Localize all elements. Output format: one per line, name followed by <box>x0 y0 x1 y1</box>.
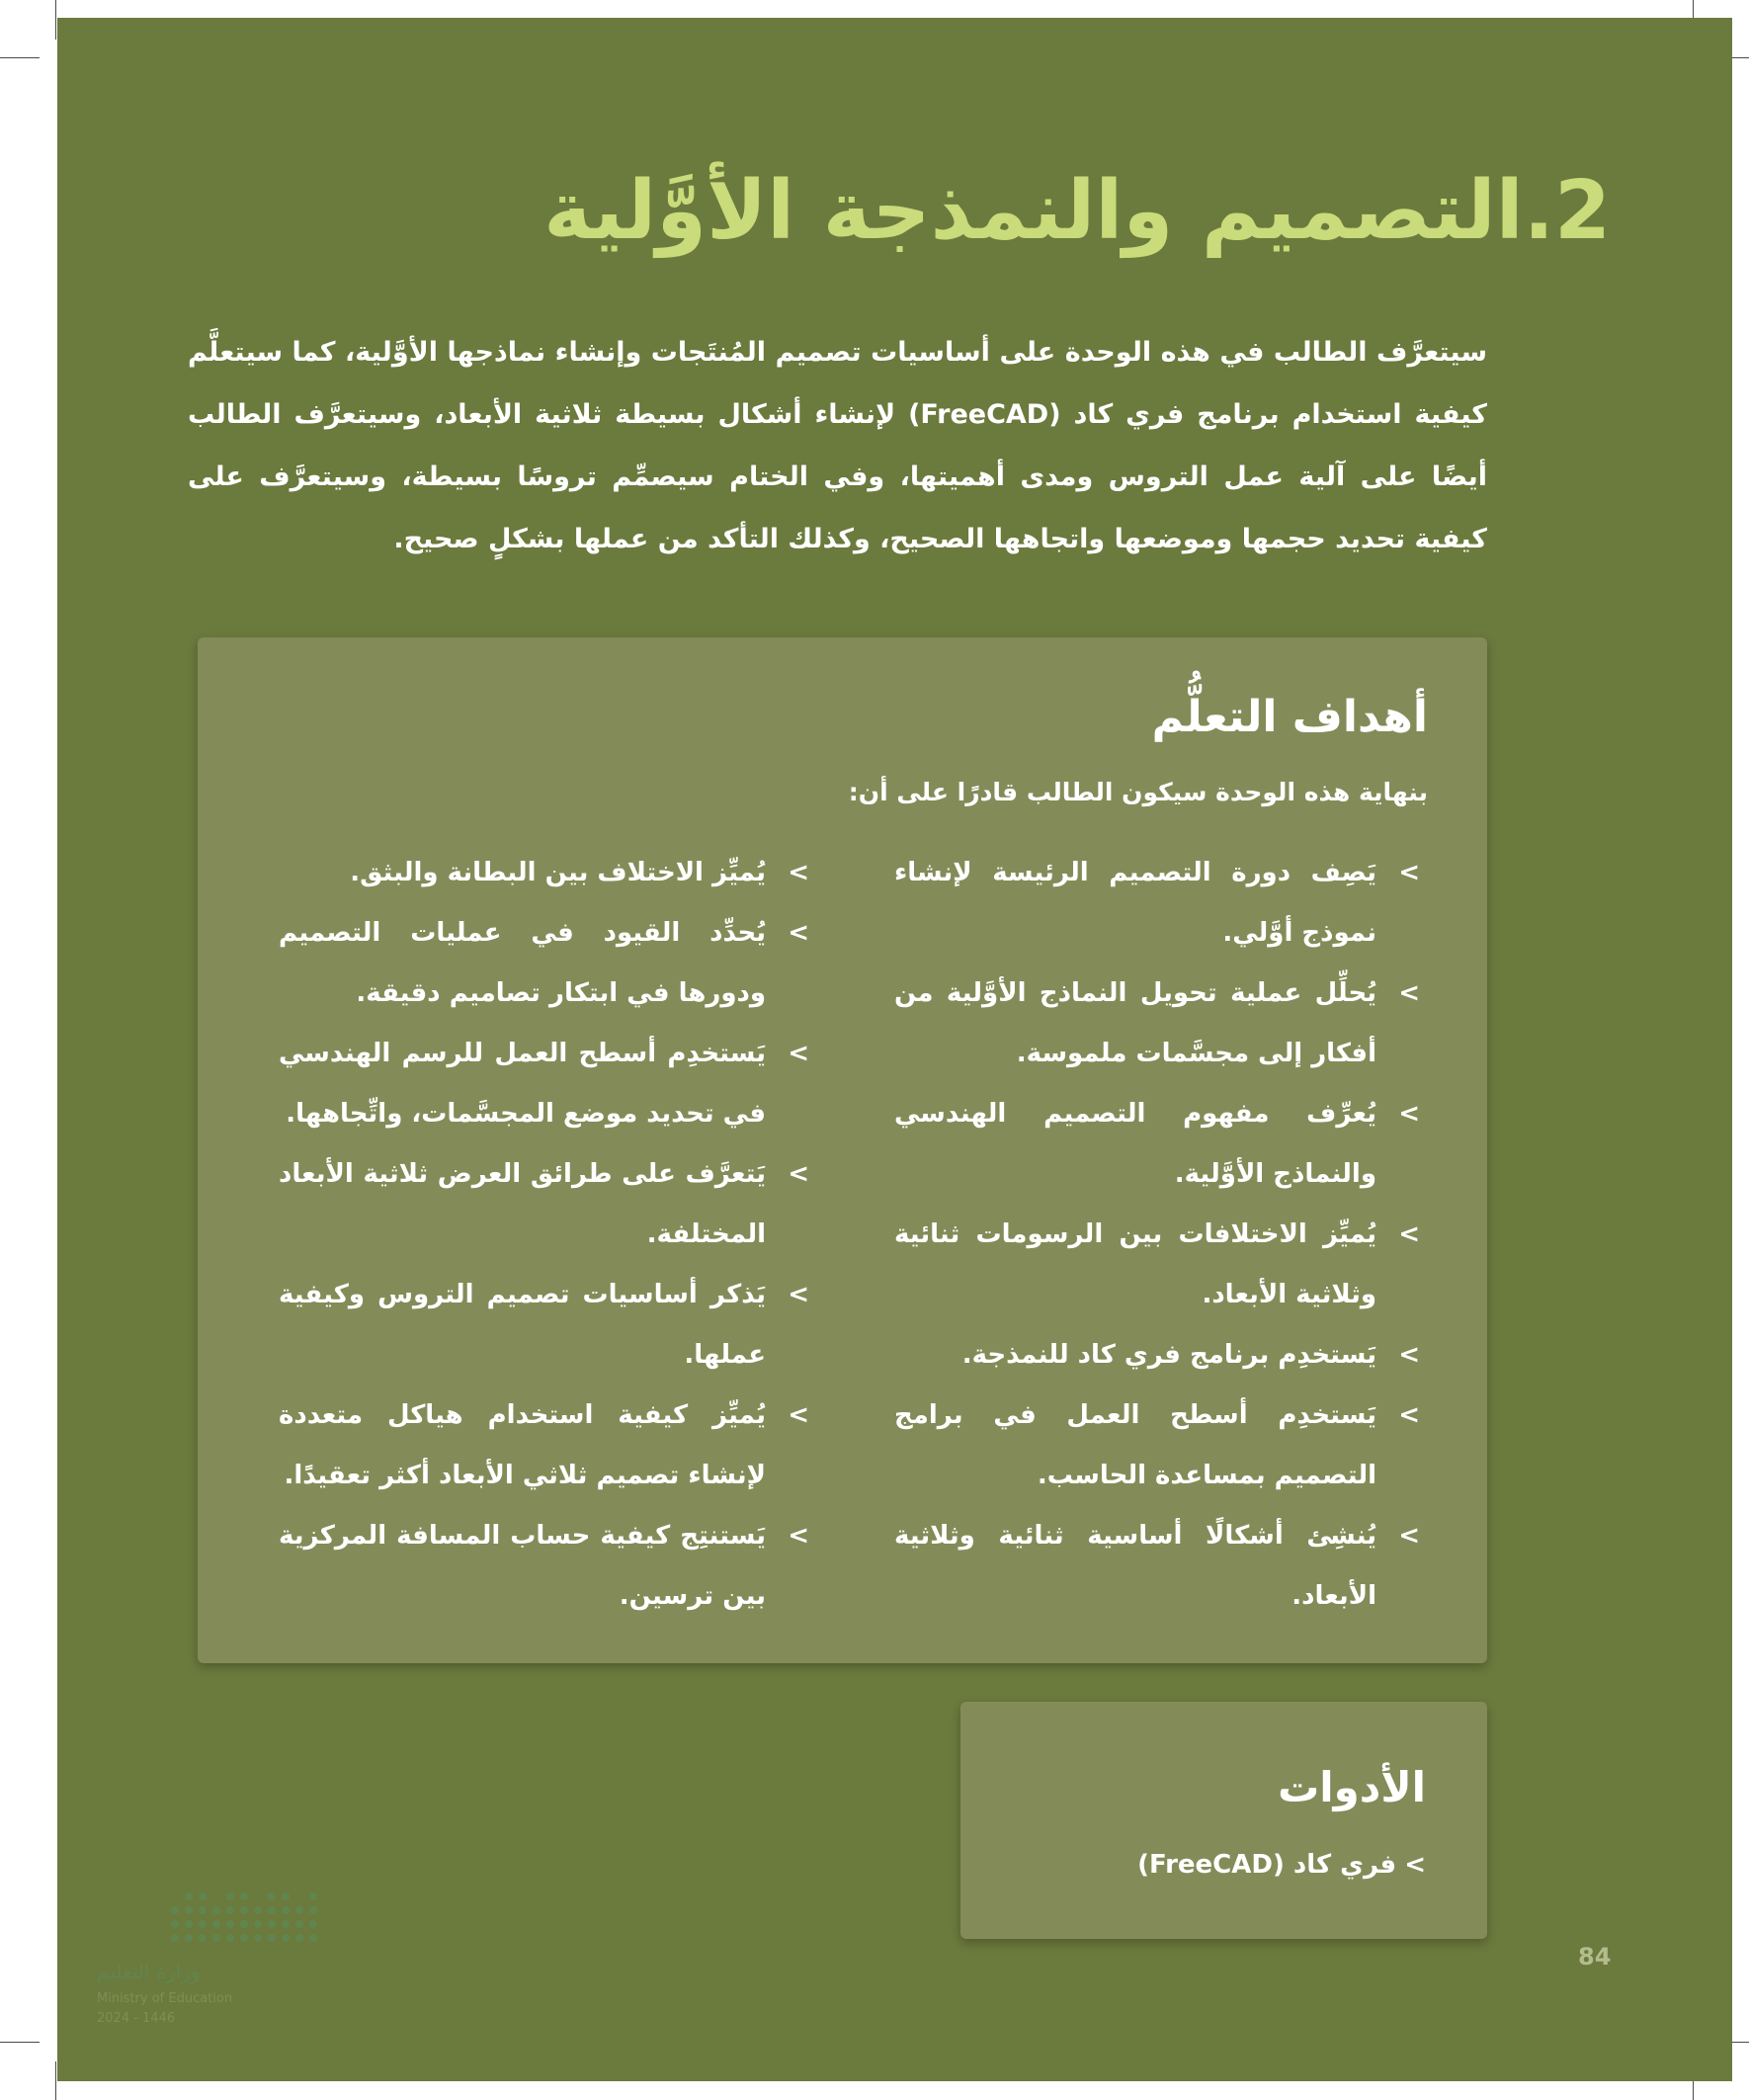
logo-name-ar: وزارة التعليم <box>97 1960 201 1983</box>
objective-bullet: > <box>788 1521 809 1551</box>
objective-item <box>894 843 1438 964</box>
objective-item <box>894 1084 1438 1205</box>
logo-dot <box>254 1920 262 1928</box>
objective-bullet: > <box>788 858 809 887</box>
objectives-column-right <box>894 843 1438 1627</box>
logo-year: 2024 - 1446 <box>97 2011 176 2026</box>
logo-name-en: Ministry of Education <box>97 1991 233 2006</box>
objective-bullet: > <box>788 918 809 948</box>
logo-dot <box>254 1934 262 1942</box>
objective-text: يَصِف دورة التصميم الرئيسة لإنشاء نموذج أوَّلي. <box>894 858 1376 948</box>
logo-dot <box>226 1934 234 1942</box>
objective-item <box>894 1205 1438 1325</box>
logo-dot <box>268 1920 276 1928</box>
objective-text: يُميِّز كيفية استخدام هياكل متعددة لإنشاء تصميم ثلاثي الأبعاد أكثر تعقيدًا. <box>279 1400 766 1490</box>
logo-dot <box>240 1892 248 1900</box>
logo-dot <box>282 1906 290 1914</box>
crop-mark <box>0 2042 40 2043</box>
logo-dot <box>309 1920 317 1928</box>
objective-text: يُعرِّف مفهوم التصميم الهندسي والنماذج الأوَّلية. <box>894 1099 1376 1189</box>
objectives-column-left <box>279 843 827 1627</box>
objective-text: يُنشِئ أشكالًا أساسية ثنائية وثلاثية الأبعاد. <box>894 1521 1376 1611</box>
logo-dot <box>240 1906 248 1914</box>
logo-dot <box>295 1920 303 1928</box>
objective-text: يُميِّز الاختلاف بين البطانة والبثق. <box>350 858 766 887</box>
objective-text: يُحدِّد القيود في عمليات التصميم ودورها في ابتكار تصاميم دقيقة. <box>279 918 766 1008</box>
logo-dot-pattern-icon <box>171 1892 324 1952</box>
objective-text: يَتعرَّف على طرائق العرض ثلاثية الأبعاد المختلفة. <box>279 1159 766 1249</box>
objective-item <box>894 964 1438 1084</box>
logo-dot <box>254 1906 262 1914</box>
objectives-heading: أهداف التعلُّم <box>1151 692 1428 742</box>
logo-dot <box>185 1892 193 1900</box>
logo-dot <box>309 1906 317 1914</box>
objective-text: يُحلِّل عملية تحويل النماذج الأوَّلية من أفكار إلى مجسَّمات ملموسة. <box>894 978 1376 1068</box>
logo-dot <box>226 1906 234 1914</box>
logo-dot <box>268 1934 276 1942</box>
objective-text: يَستخدِم برنامج فري كاد للنمذجة. <box>961 1340 1376 1370</box>
logo-dot <box>212 1920 220 1928</box>
objective-text: يَذكر أساسيات تصميم التروس وكيفية عملها. <box>279 1280 766 1370</box>
objective-bullet: > <box>1398 1340 1420 1370</box>
objective-bullet: > <box>788 1159 809 1189</box>
objective-text: يَستخدِم أسطح العمل في برامج التصميم بمساعدة الحاسب. <box>894 1400 1376 1490</box>
logo-dot <box>268 1906 276 1914</box>
page-number: 84 <box>1578 1943 1612 1971</box>
logo-dot <box>309 1892 317 1900</box>
logo-dot <box>212 1934 220 1942</box>
logo-dot <box>199 1934 207 1942</box>
tool-bullet: > <box>1404 1850 1426 1880</box>
logo-dot <box>240 1934 248 1942</box>
logo-dot <box>226 1892 234 1900</box>
tools-heading: الأدوات <box>1278 1763 1426 1811</box>
logo-dot <box>212 1906 220 1914</box>
logo-dot <box>282 1892 290 1900</box>
ministry-logo <box>97 1892 334 2041</box>
logo-dot <box>199 1906 207 1914</box>
logo-dot <box>240 1920 248 1928</box>
logo-dot <box>199 1892 207 1900</box>
objective-bullet: > <box>1398 978 1420 1008</box>
objective-text: يُميِّز الاختلافات بين الرسومات ثنائية وثلاثية الأبعاد. <box>894 1219 1376 1309</box>
logo-dot <box>309 1934 317 1942</box>
objective-item <box>279 1506 827 1627</box>
learning-objectives-card <box>198 637 1487 1663</box>
objective-bullet: > <box>1398 1099 1420 1129</box>
logo-dot <box>295 1906 303 1914</box>
logo-dot <box>185 1906 193 1914</box>
tool-item <box>1137 1850 1426 1880</box>
objective-bullet: > <box>1398 858 1420 887</box>
unit-intro: سيتعرَّف الطالب في هذه الوحدة على أساسيات تصميم المُنتَجات وإنشاء نماذجها الأوَّلية، كما سيتعلَّم كيفية استخدام برنامج فري كاد (FreeCAD) لإنشاء أشكال بسيطة ثلاثية الأبعاد، وسيتعرَّف الطالب أيضًا على آلية عمل التروس ومدى أهميتها، وفي الختام سيصمِّم تروسًا بسيطة، وسيتعرَّف على كيفية تحديد حجمها وموضعها واتجاهها الصحيح، وكذلك التأكد من عملها بشكلٍ صحيح. <box>188 337 1487 554</box>
objectives-intro: بنهاية هذه الوحدة سيكون الطالب قادرًا على أن: <box>848 778 1428 806</box>
objective-bullet: > <box>1398 1400 1420 1430</box>
tool-label: فري كاد (FreeCAD) <box>1137 1850 1397 1880</box>
objective-item <box>894 1386 1438 1506</box>
objective-bullet: > <box>1398 1219 1420 1249</box>
logo-dot <box>185 1934 193 1942</box>
logo-dot <box>282 1934 290 1942</box>
objective-bullet: > <box>788 1280 809 1309</box>
logo-dot <box>199 1920 207 1928</box>
unit-title: 2.التصميم والنمذجة الأوَّلية <box>543 164 1611 258</box>
objective-item <box>279 843 827 903</box>
crop-mark <box>55 2061 56 2100</box>
objective-text: يَستخدِم أسطح العمل للرسم الهندسي في تحديد موضع المجسَّمات، واتِّجاهها. <box>279 1039 766 1129</box>
objective-item <box>279 1144 827 1265</box>
objective-item <box>279 903 827 1024</box>
logo-dot <box>171 1934 179 1942</box>
objective-bullet: > <box>788 1039 809 1068</box>
crop-mark <box>55 0 56 40</box>
tools-card <box>960 1702 1487 1939</box>
objective-item <box>279 1024 827 1144</box>
objective-bullet: > <box>788 1400 809 1430</box>
objective-item <box>279 1265 827 1386</box>
logo-dot <box>171 1906 179 1914</box>
logo-dot <box>282 1920 290 1928</box>
logo-dot <box>185 1920 193 1928</box>
objective-bullet: > <box>1398 1521 1420 1551</box>
objective-item <box>894 1325 1438 1386</box>
logo-dot <box>268 1892 276 1900</box>
objective-text: يَستنتِج كيفية حساب المسافة المركزية بين ترسين. <box>279 1521 766 1611</box>
logo-dot <box>226 1920 234 1928</box>
objective-item <box>279 1386 827 1506</box>
crop-mark <box>0 57 40 58</box>
logo-dot <box>295 1934 303 1942</box>
objective-item <box>894 1506 1438 1627</box>
logo-dot <box>171 1920 179 1928</box>
